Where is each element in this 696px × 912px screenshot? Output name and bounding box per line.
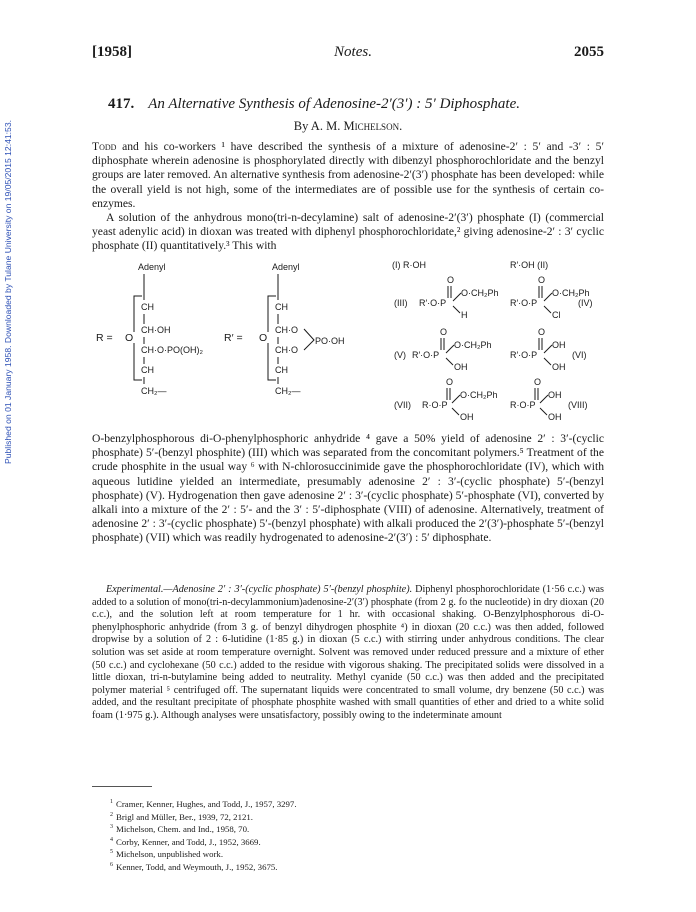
- reference-list: [110, 797, 590, 872]
- s2-ring-oxygen: O: [259, 332, 268, 344]
- author-surname: Michelson.: [343, 119, 403, 133]
- iii-oxygen: O: [447, 275, 455, 285]
- eq-compound-ii: R′·OH (II): [510, 260, 549, 270]
- label-iii: (III): [394, 298, 408, 308]
- iv-oxygen: O: [538, 275, 546, 285]
- v-hydroxyl: OH: [454, 362, 468, 372]
- viii-oxygen: O: [534, 377, 542, 387]
- s2-ch-top: CH: [275, 302, 288, 312]
- s2-adenyl: Adenyl: [272, 262, 300, 272]
- vii-oxygen: O: [446, 377, 454, 387]
- vii-hydroxyl: OH: [460, 412, 474, 422]
- vi-oxygen: O: [538, 327, 546, 337]
- intro-lead: Todd: [92, 140, 117, 153]
- reference-item: $^4$ Corby, Kenner, and Todd, J., 1952, 3669.: [110, 836, 261, 847]
- running-header: [92, 44, 604, 61]
- v-benzyloxy: O·CH₂Ph: [454, 340, 492, 350]
- paragraph-2: A solution of the anhydrous mono(tri-n-decylamine) salt of adenosine-2′(3′) phosphate (I) (commercial yeast adenylic acid) in dioxan was treated with diphenyl phosphorochloridate,² giving adenosine-2′ : 3′ cyclic phosphate (II) quantitatively.³ This with: [92, 211, 604, 253]
- header-section: Notes.: [334, 44, 372, 60]
- iii-hydrogen: H: [461, 310, 468, 320]
- iv-benzyloxy: O·CH₂Ph: [552, 288, 590, 298]
- viii-hydroxyl-lower: OH: [548, 412, 562, 422]
- reference-item: $^2$ Brigl and Müller, Ber., 1939, 72, 2121.: [110, 811, 253, 822]
- s2-cho-upper: CH·O: [275, 325, 298, 335]
- experimental-heading: Experimental.—Adenosine 2′ : 3′-(cyclic phosphate) 5′-(benzyl phosphite).: [106, 584, 413, 595]
- label-iv: (IV): [578, 298, 593, 308]
- label-vii: (VII): [394, 400, 411, 410]
- s1-r-equals: R =: [96, 332, 113, 344]
- label-viii: (VIII): [568, 400, 588, 410]
- v-r-prime-o-p: R′·O·P: [412, 350, 440, 360]
- iii-benzyloxy: O·CH₂Ph: [461, 288, 499, 298]
- article-number: 417.: [108, 96, 135, 112]
- s1-chop: CH·O·PO(OH)₂: [141, 345, 203, 355]
- header-year: [1958]: [92, 44, 132, 60]
- s2-ch-bottom: CH: [275, 365, 288, 375]
- author-prefix: By A. M.: [293, 119, 341, 133]
- s1-ch-bottom: CH: [141, 365, 154, 375]
- reference-item: $^1$ Cramer, Kenner, Hughes, and Todd, J., 1957, 3297.: [110, 798, 297, 809]
- s2-ch2: CH₂—: [275, 386, 301, 396]
- article-title-text: An Alternative Synthesis of Adenosine-2′(3′) : 5′ Diphosphate.: [148, 96, 520, 112]
- vi-r-prime-o-p: R′·O·P: [510, 350, 538, 360]
- vi-hydroxyl-upper: OH: [552, 340, 566, 350]
- vi-hydroxyl-lower: OH: [552, 362, 566, 372]
- s1-ring-oxygen: O: [125, 332, 134, 344]
- vii-r-o-p: R·O·P: [422, 400, 448, 410]
- footnote-rule: [92, 786, 152, 787]
- experimental-paragraph: [92, 584, 604, 723]
- iv-chlorine: Cl: [552, 310, 561, 320]
- experimental-body: Diphenyl phosphorochloridate (1·56 c.c.) was added to a solution of mono(tri-n-decylammonium)adenosine-2′(3′) phosphate (from 2 g. fo the nucleotide) in dry dioxan (20 c.c.), and the solution left at room temperature for 1 hr. with occasional shaking. O-Benzylphosphorous di-O-phenylphosphoric anhydride (from 3 g. of benzyl dihydrogen phosphite ⁴) in dioxan (20 c.c.) was then added, followed dropwise by a solution of 2 : 6-lutidine (1·85 g.) in dioxan (5 c.c.) with stirring under anhydrous conditions. The clear solution was set aside at room temperature overnight. Solvent was removed under reduced pressure and a mixture of ether (50 c.c.) and cyclohexane (50 c.c.) added to the residue with vigorous shaking. The precipitated solids were dissolved in a little dioxan, tri-n-butylamine being added to neutrality. Methyl cyanide (50 c.c.) was then added and the precipitated polymer material ⁵ centrifuged off. The supernatant liquids were concentrated to small volume, dry benzene (50 c.c.) was added, and the resultant precipitate of phosphate phosphite washed with small quantities of ether and dried to a white solid foam (1·975 g.). Although analyses were unsatisfactory, possibly owing to the indeterminate amount: [92, 584, 604, 721]
- s1-ch2: CH₂—: [141, 386, 167, 396]
- eq-compound-i: (I) R·OH: [392, 260, 426, 270]
- s2-r-prime-equals: R′ =: [224, 332, 243, 344]
- label-vi: (VI): [572, 350, 587, 360]
- article-title: [108, 96, 608, 113]
- s1-choh: CH·OH: [141, 325, 171, 335]
- viii-r-o-p: R·O·P: [510, 400, 536, 410]
- v-oxygen: O: [440, 327, 448, 337]
- s1-adenyl: Adenyl: [138, 262, 166, 272]
- reference-item: $^6$ Kenner, Todd, and Weymouth, J., 1952, 3675.: [110, 861, 278, 872]
- reference-item: $^3$ Michelson, Chem. and Ind., 1958, 70.: [110, 823, 250, 834]
- iii-r-prime-o-p: R′·O·P: [419, 298, 447, 308]
- s2-cho-lower: CH·O: [275, 345, 298, 355]
- header-page-number: 2055: [573, 44, 604, 60]
- paragraph-3: O-benzylphosphorous di-O-phenylphosphoric anhydride ⁴ gave a 50% yield of adenosine 2′ : 3′-(cyclic phosphate) 5′-(benzyl phosphite) (III) which was separated from the concomitant polymers.⁵ Treatment of the crude phosphite in the usual way ⁶ with N-chlorosuccinimide gave the phosphorochloridate (IV), which with aqueous lutidine yielded an intermediate, presumably adenosine 2′ : 3′-(cyclic phosphate) 5′-(benzyl phosphate) (V). Hydrogenation then gave adenosine 2′ : 3′-(cyclic phosphate) 5′-phosphate (VI), converted by alkali into a mixture of the 2′ : 5′- and the 3′ : 5′-diphosphate (VIII) of adenosine. Alternatively, treatment of adenosine 2′ : 3′-(cyclic phosphate) 5′-(benzyl phosphate) with alkali produced the 2′(3′)-phosphate 5′-(benzyl phosphate) (VII) which was readily hydrogenated to adenosine-2′(3′) : 5′ diphosphate.: [92, 432, 604, 545]
- s2-pooh: PO·OH: [315, 336, 345, 346]
- intro-paragraph: [92, 140, 604, 211]
- iv-r-prime-o-p: R′·O·P: [510, 298, 538, 308]
- s1-ch-top: CH: [141, 302, 154, 312]
- author-line: [0, 119, 696, 134]
- label-v: (V): [394, 350, 406, 360]
- reference-item: $^5$ Michelson, unpublished work.: [110, 848, 224, 859]
- download-watermark[interactable]: Published on 01 January 1958. Downloaded by Tulane University on 19/05/2015 12:41:53.: [3, 120, 13, 464]
- viii-hydroxyl-upper: OH: [548, 390, 562, 400]
- vii-benzyloxy: O·CH₂Ph: [460, 390, 498, 400]
- chemical-structures-figure: [92, 256, 604, 424]
- intro-text: and his co-workers ¹ have described the synthesis of a mixture of adenosine-2′ : 5′ and -3′ : 5′ diphosphate wherein adenosine is phosphorylated directly with dibenzyl phosphorochloridate and the benzyl groups are later removed. An alternative synthesis from adenosine-2′(3′) phosphate has been developed: while the overall yield is not high, some of the intermediates are of possible use for the synthesis of certain co-enzymes.: [92, 140, 604, 210]
